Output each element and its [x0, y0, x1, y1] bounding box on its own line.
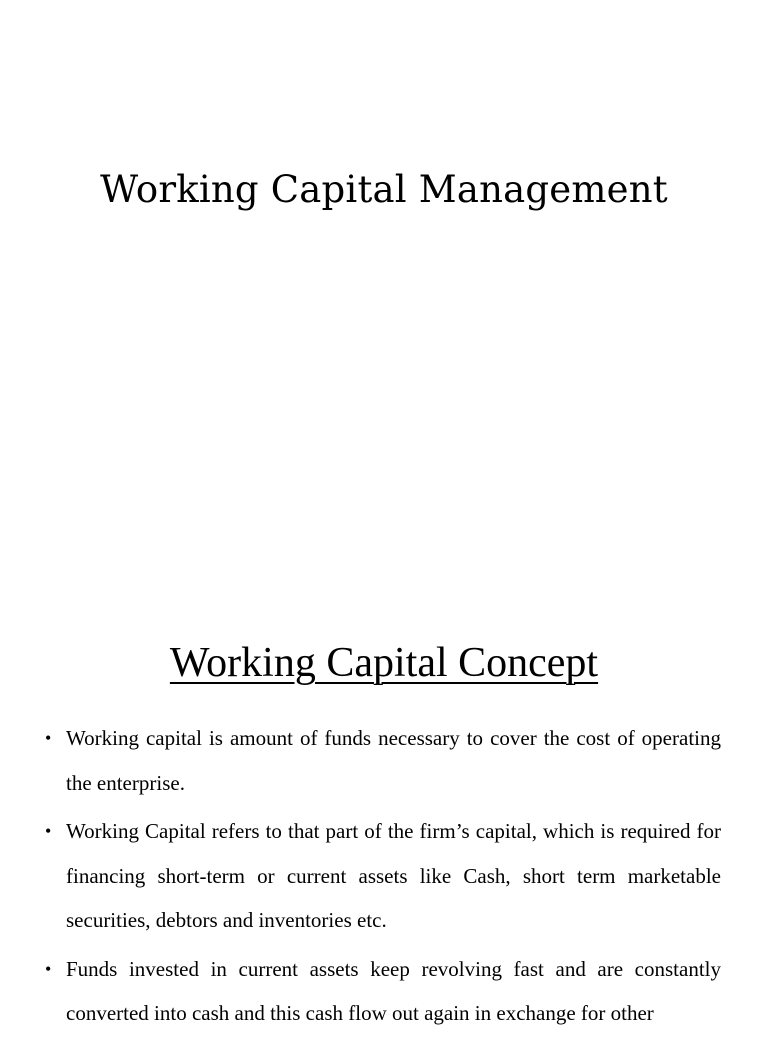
- concept-heading: Working Capital Concept: [169, 640, 599, 686]
- bullet-text: Funds invested in current assets keep revolving fast and are constantly converted into cash and this cash flow out again in exchange for other: [66, 956, 721, 1025]
- bullet-item: [45, 716, 721, 805]
- bullet-dot-icon: •: [45, 821, 52, 841]
- bullet-item: [45, 947, 721, 1036]
- bullet-item: [45, 809, 721, 943]
- slide-title: Working Capital Management: [100, 168, 668, 211]
- bullet-text: Working capital is amount of funds necessary to cover the cost of operating the enterprise.: [66, 726, 721, 795]
- concept-slide: [0, 632, 768, 1040]
- bullet-text: Working Capital refers to that part of the firm’s capital, which is required for financing short-term or current assets like Cash, short term marketable securities, debtors and inventories etc.: [66, 819, 721, 932]
- bullet-dot-icon: •: [45, 958, 52, 979]
- bullet-list: [0, 716, 768, 1036]
- bullet-dot-icon: •: [45, 728, 52, 748]
